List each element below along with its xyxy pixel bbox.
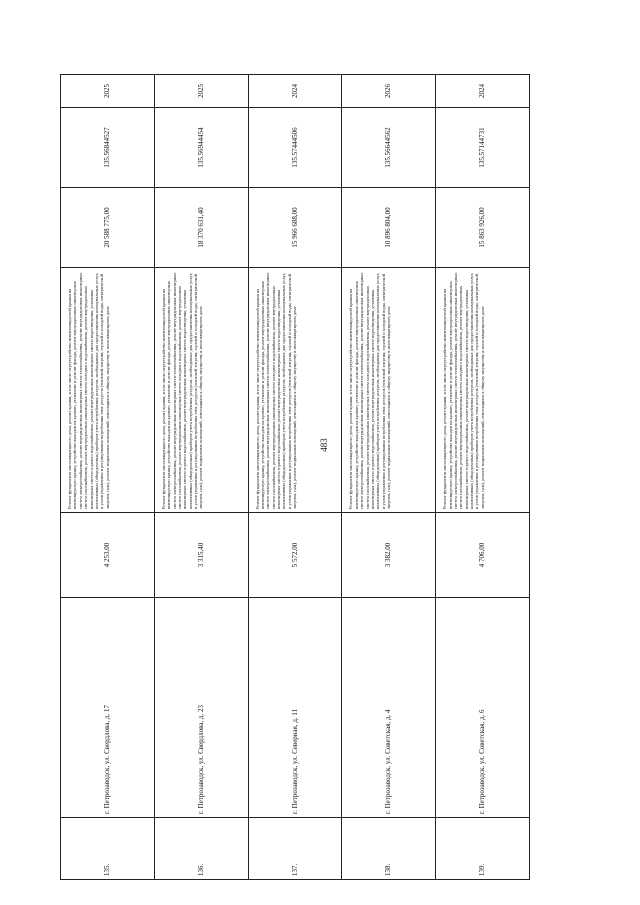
- table-row: [154, 75, 248, 880]
- row-number: 138.: [342, 818, 436, 880]
- row-year: 2024: [436, 75, 530, 108]
- row-number: 135.: [61, 818, 155, 880]
- table-row: [61, 75, 155, 880]
- table-row: [248, 75, 342, 880]
- row-works: Ремонт фундамента многоквартирного дома, ремонт крыши, в том числе переустройство невентилируемой крыши на вентилируемую крышу, устройство выходов на кровлю, утепление и ремонт фасада, ремонт внутридомовых инженерных систем электроснабжения, ремонт внутридомовых инженерных систем теплоснабжения, ремонт внутридомовых инженерных систем газоснабжения, ремонт внутридомовых инженерных систем холодного водоснабжения, ремонт внутридомовых инженерных систем горячего водоснабжения, ремонт внутридомовых инженерных систем водоотведения, установка коллективных (общедомовых) приборов учета потребления ресурсов, необходимых для предоставления коммунальных услуг, и узлов управления и регулирования потребления этих ресурсов (тепловой энергии, горячей и холодной воды, электрической энергии, газа), ремонт подвальных помещений, относящихся к общему имуществу в многоквартирном доме: [61, 268, 155, 513]
- row-number: 136.: [154, 818, 248, 880]
- rotated-table-container: [60, 75, 530, 880]
- row-address: г. Петрозаводск, ул. Советская, д. 4: [342, 598, 436, 818]
- row-address: г. Петрозаводск, ул. Северная, д. 11: [248, 598, 342, 818]
- row-year: 2025: [61, 75, 155, 108]
- row-address: г. Петрозаводск, ул. Свердлова, д. 23: [154, 598, 248, 818]
- row-cadastral: 135.56844527: [61, 108, 155, 188]
- row-area: 3 382,00: [342, 513, 436, 598]
- row-year: 2024: [248, 75, 342, 108]
- row-cost: 10 896 804,00: [342, 188, 436, 268]
- row-cost: 15 863 926,00: [436, 188, 530, 268]
- row-area: 3 315,40: [154, 513, 248, 598]
- row-number: 139.: [436, 818, 530, 880]
- row-cadastral: 135.56644562: [342, 108, 436, 188]
- row-cost: 18 370 631,40: [154, 188, 248, 268]
- row-area: 4 253,00: [61, 513, 155, 598]
- row-cost: 20 588 775,00: [61, 188, 155, 268]
- table-body: [61, 75, 530, 880]
- row-works: Ремонт фундамента многоквартирного дома, ремонт крыши, в том числе переустройство невентилируемой крыши на вентилируемую крышу, устройство выходов на кровлю, утепление и ремонт фасада, ремонт внутридомовых инженерных систем электроснабжения, ремонт внутридомовых инженерных систем теплоснабжения, ремонт внутридомовых инженерных систем газоснабжения, ремонт внутридомовых инженерных систем холодного водоснабжения, ремонт внутридомовых инженерных систем горячего водоснабжения, ремонт внутридомовых инженерных систем водоотведения, установка коллективных (общедомовых) приборов учета потребления ресурсов, необходимых для предоставления коммунальных услуг, и узлов управления и регулирования потребления этих ресурсов (тепловой энергии, горячей и холодной воды, электрической энергии, газа), ремонт подвальных помещений, относящихся к общему имуществу в многоквартирном доме: [436, 268, 530, 513]
- row-year: 2026: [342, 75, 436, 108]
- row-cost: 15 966 688,00: [248, 188, 342, 268]
- row-address: г. Петрозаводск, ул. Советская, д. 6: [436, 598, 530, 818]
- row-works: Ремонт фундамента многоквартирного дома, ремонт крыши, в том числе переустройство невентилируемой крыши на вентилируемую крышу, устройство выходов на кровлю, утепление и ремонт фасада, ремонт внутридомовых инженерных систем электроснабжения, ремонт внутридомовых инженерных систем теплоснабжения, ремонт внутридомовых инженерных систем газоснабжения, ремонт внутридомовых инженерных систем холодного водоснабжения, ремонт внутридомовых инженерных систем горячего водоснабжения, ремонт внутридомовых инженерных систем водоотведения, установка коллективных (общедомовых) приборов учета потребления ресурсов, необходимых для предоставления коммунальных услуг, и узлов управления и регулирования потребления этих ресурсов (тепловой энергии, горячей и холодной воды, электрической энергии, газа), ремонт подвальных помещений, относящихся к общему имуществу в многоквартирном доме: [248, 268, 342, 513]
- row-cadastral: 135.57444506: [248, 108, 342, 188]
- table-row: [342, 75, 436, 880]
- row-cadastral: 135.56944454: [154, 108, 248, 188]
- row-area: 5 572,00: [248, 513, 342, 598]
- row-works: Ремонт фундамента многоквартирного дома, ремонт крыши, в том числе переустройство невентилируемой крыши на вентилируемую крышу, устройство выходов на кровлю, утепление и ремонт фасада, ремонт внутридомовых инженерных систем электроснабжения, ремонт внутридомовых инженерных систем теплоснабжения, ремонт внутридомовых инженерных систем газоснабжения, ремонт внутридомовых инженерных систем холодного водоснабжения, ремонт внутридомовых инженерных систем горячего водоснабжения, ремонт внутридомовых инженерных систем водоотведения, установка коллективных (общедомовых) приборов учета потребления ресурсов, необходимых для предоставления коммунальных услуг, и узлов управления и регулирования потребления этих ресурсов (тепловой энергии, горячей и холодной воды, электрической энергии, газа), ремонт подвальных помещений, относящихся к общему имуществу в многоквартирном доме: [342, 268, 436, 513]
- row-works: Ремонт фундамента многоквартирного дома, ремонт крыши, в том числе переустройство невентилируемой крыши на вентилируемую крышу, устройство выходов на кровлю, утепление и ремонт фасада, ремонт внутридомовых инженерных систем электроснабжения, ремонт внутридомовых инженерных систем теплоснабжения, ремонт внутридомовых инженерных систем газоснабжения, ремонт внутридомовых инженерных систем холодного водоснабжения, ремонт внутридомовых инженерных систем горячего водоснабжения, ремонт внутридомовых инженерных систем водоотведения, установка коллективных (общедомовых) приборов учета потребления ресурсов, необходимых для предоставления коммунальных услуг, и узлов управления и регулирования потребления этих ресурсов (тепловой энергии, горячей и холодной воды, электрической энергии, газа), ремонт подвальных помещений, относящихся к общему имуществу в многоквартирном доме: [154, 268, 248, 513]
- row-cadastral: 135.57144731: [436, 108, 530, 188]
- row-number: 137.: [248, 818, 342, 880]
- row-address: г. Петрозаводск, ул. Свердлова, д. 17: [61, 598, 155, 818]
- table-row: [436, 75, 530, 880]
- repair-program-table: [60, 74, 530, 880]
- page-number: 483: [319, 438, 329, 452]
- row-year: 2025: [154, 75, 248, 108]
- row-area: 4 706,00: [436, 513, 530, 598]
